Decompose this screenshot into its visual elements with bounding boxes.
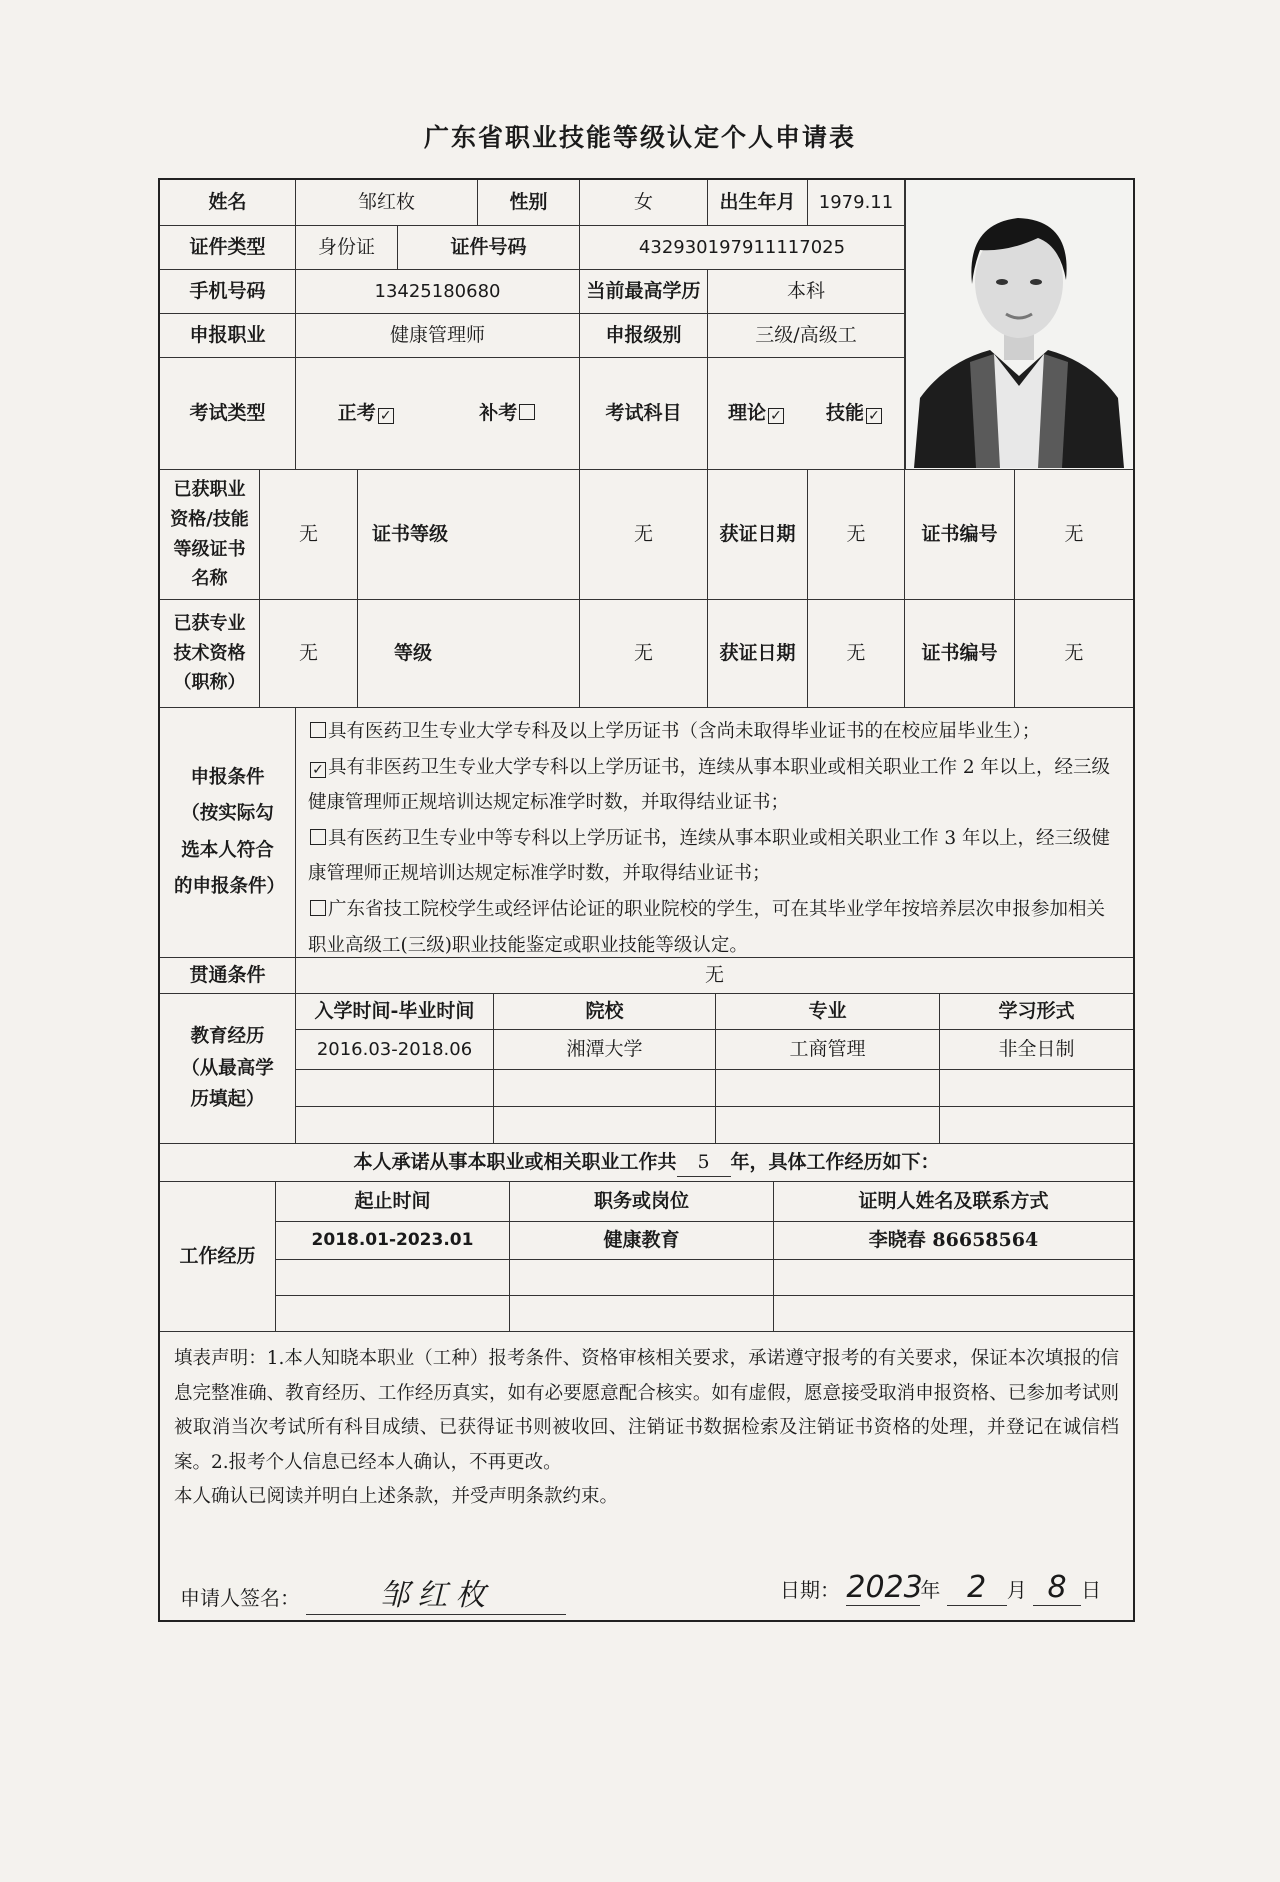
date-year[interactable]: 2023 (846, 1570, 923, 1605)
edu-row3-school[interactable] (494, 1107, 716, 1144)
work-header-position: 职务或岗位 (510, 1182, 774, 1222)
work-row1-reference[interactable]: 李晓春 86658564 (774, 1222, 1133, 1260)
condition-checkbox-1[interactable] (310, 722, 326, 738)
label-tech-date: 获证日期 (708, 600, 808, 708)
label-edu-history: 教育经历（从最高学历填起） (160, 994, 296, 1144)
condition-checkbox-2[interactable]: ✓ (310, 762, 326, 778)
label-education: 当前最高学历 (580, 270, 708, 314)
label-cert-number: 证书编号 (905, 470, 1015, 600)
exam-subject-options (708, 358, 905, 470)
edu-header-school: 院校 (494, 994, 716, 1030)
label-work-history: 工作经历 (160, 1182, 276, 1332)
value-education[interactable]: 本科 (708, 270, 905, 314)
label-cert-level: 证书等级 (358, 470, 580, 600)
label-tech-title: 已获专业技术资格（职称） (160, 600, 260, 708)
value-cert-number[interactable]: 无 (1015, 470, 1133, 600)
edu-header-period: 入学时间-毕业时间 (296, 994, 494, 1030)
value-id-number[interactable]: 432930197911117025 (580, 226, 905, 270)
value-through[interactable]: 无 (296, 958, 1133, 994)
declaration (160, 1336, 1133, 1521)
value-tech-date[interactable]: 无 (808, 600, 905, 708)
edu-row3-period[interactable] (296, 1107, 494, 1144)
value-level[interactable]: 三级/高级工 (708, 314, 905, 358)
value-cert-date[interactable]: 无 (808, 470, 905, 600)
label-through: 贯通条件 (160, 958, 296, 994)
edu-row2-school[interactable] (494, 1070, 716, 1107)
edu-row3-mode[interactable] (940, 1107, 1133, 1144)
work-row1-period[interactable]: 2018.01-2023.01 (276, 1222, 510, 1260)
checkbox-regular[interactable]: ✓ (378, 408, 394, 424)
label-gender: 性别 (478, 180, 580, 226)
edu-row1-school[interactable]: 湘潭大学 (494, 1030, 716, 1070)
label-level: 申报级别 (580, 314, 708, 358)
edu-row2-major[interactable] (716, 1070, 940, 1107)
label-tech-number: 证书编号 (905, 600, 1015, 708)
value-gender[interactable]: 女 (580, 180, 708, 226)
date-day[interactable]: 8 (1033, 1570, 1081, 1606)
label-cert-date: 获证日期 (708, 470, 808, 600)
option-regular[interactable]: 正考 ✓ (338, 399, 396, 428)
label-tech-level: 等级 (358, 600, 580, 708)
option-skill[interactable]: 技能 ✓ (826, 399, 884, 428)
edu-row1-major[interactable]: 工商管理 (716, 1030, 940, 1070)
work-row2-reference[interactable] (774, 1260, 1133, 1296)
application-table (158, 178, 1135, 1622)
checkbox-theory[interactable]: ✓ (768, 408, 784, 424)
portrait-image (906, 180, 1132, 468)
label-conditions: 申报条件（按实际勾选本人符合的申报条件） (160, 708, 296, 958)
work-row3-period[interactable] (276, 1296, 510, 1332)
label-exam-type: 考试类型 (160, 358, 296, 470)
signature-label: 申请人签名： (180, 1586, 300, 1610)
edu-row2-mode[interactable] (940, 1070, 1133, 1107)
commitment-line: 本人承诺从事本职业或相关职业工作共 5 年，具体工作经历如下： (160, 1144, 1133, 1182)
conditions-list (296, 710, 1132, 967)
date-month[interactable]: 2 (947, 1570, 1007, 1606)
work-header-period: 起止时间 (276, 1182, 510, 1222)
work-row2-position[interactable] (510, 1260, 774, 1296)
applicant-photo (905, 180, 1133, 470)
condition-item-2[interactable]: ✓ 具有非医药卫生专业大学专科以上学历证书，连续从事本职业或相关职业工作 2 年以上，经三级健康管理师正规培训达规定标准学时数，并取得结业证书； (308, 756, 1111, 814)
signature-value[interactable]: 邹红枚 (306, 1570, 566, 1615)
label-vocational-cert: 已获职业资格/技能等级证书名称 (160, 470, 260, 600)
work-row2-period[interactable] (276, 1260, 510, 1296)
edu-header-mode: 学习形式 (940, 994, 1133, 1030)
option-makeup[interactable]: 补考 (479, 399, 537, 428)
label-exam-subjects: 考试科目 (580, 358, 708, 470)
work-header-reference: 证明人姓名及联系方式 (774, 1182, 1133, 1222)
work-row3-position[interactable] (510, 1296, 774, 1332)
checkbox-makeup[interactable] (519, 404, 535, 420)
exam-type-options (296, 358, 580, 470)
option-theory[interactable]: 理论 ✓ (728, 399, 786, 428)
edu-row2-period[interactable] (296, 1070, 494, 1107)
condition-item-3[interactable]: 具有医药卫生专业中等专科以上学历证书，连续从事本职业或相关职业工作 3 年以上，经三级健康管理师正规培训达规定标准学时数，并取得结业证书； (308, 827, 1111, 885)
label-name: 姓名 (160, 180, 296, 226)
value-name[interactable]: 邹红枚 (296, 180, 478, 226)
value-occupation[interactable]: 健康管理师 (296, 314, 580, 358)
declaration-confirm: 本人确认已阅读并明白上述条款，并受声明条款约束。 (174, 1486, 619, 1507)
value-tech-level[interactable]: 无 (580, 600, 708, 708)
edu-row1-period[interactable]: 2016.03-2018.06 (296, 1030, 494, 1070)
edu-row1-mode[interactable]: 非全日制 (940, 1030, 1133, 1070)
value-cert-level[interactable]: 无 (580, 470, 708, 600)
value-vocational-cert[interactable]: 无 (260, 470, 358, 600)
condition-item-4[interactable]: 广东省技工院校学生或经评估论证的职业院校的学生，可在其毕业学年按培养层次申报参加相关职业高级工(三级)职业技能鉴定或职业技能等级认定。 (308, 898, 1106, 956)
label-birth: 出生年月 (708, 180, 808, 226)
edu-row3-major[interactable] (716, 1107, 940, 1144)
work-row3-reference[interactable] (774, 1296, 1133, 1332)
value-id-type[interactable]: 身份证 (296, 226, 398, 270)
label-occupation: 申报职业 (160, 314, 296, 358)
signature-area (180, 1570, 566, 1615)
date-label: 日期： (780, 1578, 840, 1602)
declaration-text: 填表声明：1.本人知晓本职业（工种）报考条件、资格审核相关要求，承诺遵守报考的有关要求，保证本次填报的信息完整准确、教育经历、工作经历真实，如有必要愿意配合核实。如有虚假，愿意接受取消申报资格、已参加考试则被取消当次考试所有科目成绩、已获得证书则被收回、注销证书数据检索及注销证书资格的处理，并登记在诚信档案。2.报考个人信息已经本人确认，不再更改。 (174, 1348, 1119, 1473)
label-phone: 手机号码 (160, 270, 296, 314)
value-phone[interactable]: 13425180680 (296, 270, 580, 314)
checkbox-skill[interactable]: ✓ (866, 408, 882, 424)
value-tech-title[interactable]: 无 (260, 600, 358, 708)
value-birth[interactable]: 1979.11 (808, 180, 905, 226)
date-area: 日期： 2023年 2 月 8 日 (780, 1570, 1102, 1605)
condition-item-1[interactable]: 具有医药卫生专业大学专科及以上学历证书（含尚未取得毕业证书的在校应届毕业生）； (308, 714, 1120, 750)
value-tech-number[interactable]: 无 (1015, 600, 1133, 708)
label-id-type: 证件类型 (160, 226, 296, 270)
commitment-years[interactable]: 5 (677, 1148, 731, 1178)
condition-checkbox-3[interactable] (310, 829, 326, 845)
form-title: 广东省职业技能等级认定个人申请表 (423, 123, 856, 152)
label-id-number: 证件号码 (398, 226, 580, 270)
work-row1-position[interactable]: 健康教育 (510, 1222, 774, 1260)
edu-header-major: 专业 (716, 994, 940, 1030)
condition-checkbox-4[interactable] (310, 900, 326, 916)
